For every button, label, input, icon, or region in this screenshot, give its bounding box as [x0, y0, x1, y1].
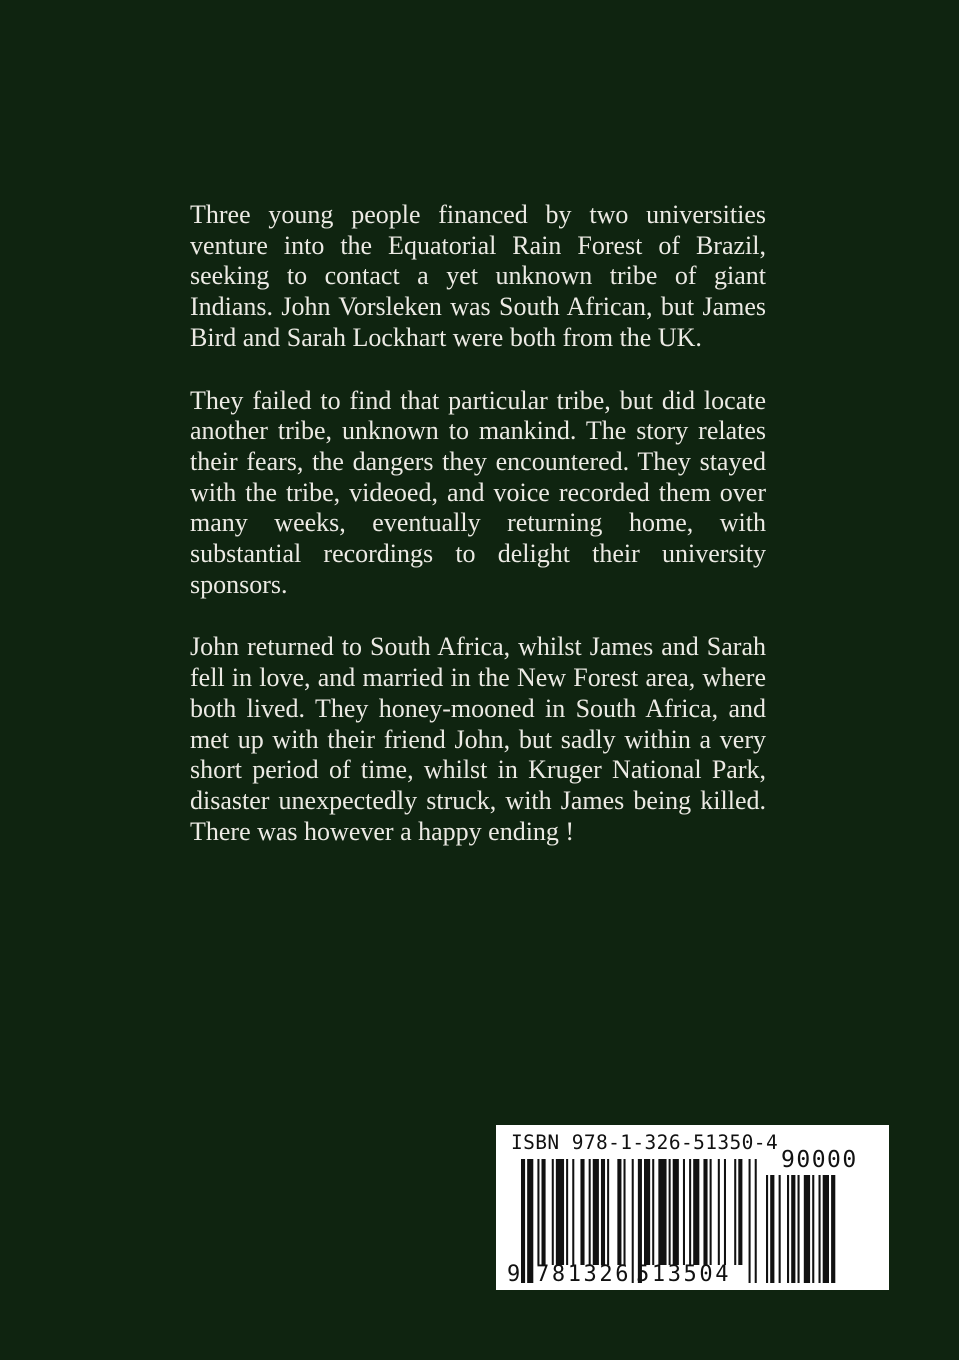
ean-first-digit: 9 [507, 1262, 521, 1287]
blurb-paragraph-3: John returned to South Africa, whilst James and Sarah fell in love, and married in the New Forest area, where both lived. They honey-mooned in South Africa, and met up with their friend John, but sadly within a very short period of time, whilst in Kruger National Park, disaster unexpectedly struck, with James being killed. There was however a happy ending ! [190, 632, 766, 846]
price-code-label: 90000 [781, 1147, 858, 1173]
ean-digits [496, 1263, 889, 1289]
ean-left-group: 781326 [536, 1262, 632, 1287]
isbn-barcode-box [496, 1125, 889, 1290]
blurb-paragraph-2: They failed to find that particular tribe, but did locate another tribe, unknown to mankind. The story relates their fears, the dangers they encountered. They stayed with the tribe, videoed, and voice recorded them over many weeks, eventually returning home, with substantial recordings to delight their university sponsors. [190, 385, 766, 599]
ean-right-group: 513504 [636, 1262, 732, 1287]
isbn-label: ISBN 978-1-326-51350-4 [511, 1131, 779, 1154]
blurb-paragraph-1: Three young people financed by two universities venture into the Equatorial Rain Forest of Brazil, seeking to contact a yet unknown tribe of giant Indians. John Vorsleken was South African, but James Bird and Sarah Lockhart were both from the UK. [190, 200, 766, 352]
back-cover-blurb [190, 200, 766, 879]
